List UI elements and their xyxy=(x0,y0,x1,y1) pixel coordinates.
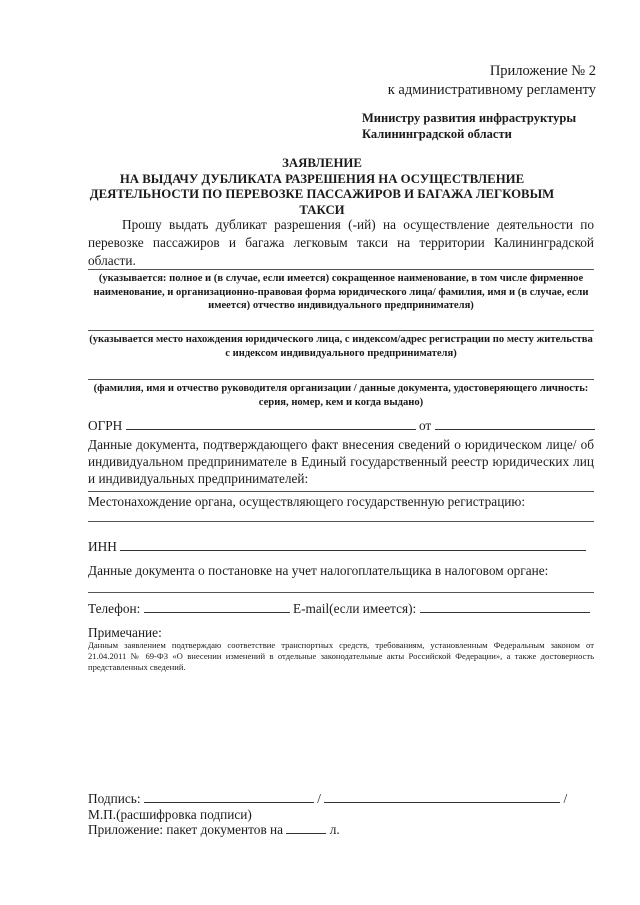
title-line-4: ТАКСИ xyxy=(299,202,345,217)
registration-authority-label: Местонахождение органа, осуществляющего государственную регистрацию: xyxy=(88,494,526,509)
tax-registration-line[interactable] xyxy=(88,592,594,593)
attachment-pages-input[interactable] xyxy=(286,821,326,834)
inn-row xyxy=(88,538,594,556)
note-title: Примечание: xyxy=(88,625,162,640)
request-paragraph: Прошу выдать дубликат разрешения (-ий) на осуществление деятельности по перевозке пассажиров и багажа легковым такси на территории Калининградской области. xyxy=(88,217,594,268)
recipient-title: Министру развития инфраструктуры xyxy=(362,111,577,125)
signature-slash-right: / xyxy=(563,791,568,806)
stamp-label: М.П.(расшифровка подписи) xyxy=(88,807,252,822)
signature-slash-left: / xyxy=(317,791,321,806)
attachment-row xyxy=(88,821,488,839)
signature-label: Подпись: xyxy=(88,791,141,806)
title-line-2: НА ВЫДАЧУ ДУБЛИКАТА РАЗРЕШЕНИЯ НА ОСУЩЕСТВЛЕНИЕ xyxy=(119,171,525,186)
note-text: Данным заявлением подтверждаю соответствие транспортных средств, требованиям, установленным Федеральным законом от 21.04.2011 № 69-ФЗ «О внесении изменений в отдельные законодательные акты Российской Федерации», а также достоверность представленных сведений. xyxy=(88,640,594,672)
appendix-header xyxy=(360,62,596,100)
document-title xyxy=(78,156,566,218)
title-line-1: ЗАЯВЛЕНИЕ xyxy=(282,156,362,170)
head-of-organization-line[interactable] xyxy=(88,379,594,380)
email-input[interactable] xyxy=(420,600,590,613)
attachment-unit: л. xyxy=(329,822,340,837)
phone-input[interactable] xyxy=(144,600,290,613)
title-line-3: ДЕЯТЕЛЬНОСТИ ПО ПЕРЕВОЗКЕ ПАССАЖИРОВ И БАГАЖА ЛЕГКОВЫМ xyxy=(89,187,555,201)
egr-document-text: Данные документа, подтверждающего факт внесения сведений о юридическом лице/ об индивидуальном предпринимателе в Единый государственный реестр юридических лиц и индивидуальных предпринимателей: xyxy=(88,437,594,486)
ogrn-label: ОГРН xyxy=(88,418,123,433)
phone-label: Телефон: xyxy=(88,601,141,616)
recipient-region: Калининградской области xyxy=(362,127,512,141)
registration-authority-line[interactable] xyxy=(88,521,594,522)
ogrn-input[interactable] xyxy=(126,417,416,430)
attachment-label: Приложение: пакет документов на xyxy=(88,822,284,837)
appendix-number: Приложение № 2 xyxy=(489,63,596,79)
applicant-name-hint: (указывается: полное и (в случае, если имеется) сокращенное наименование, в том числе фирменное наименование, и организационно-правовая форма юридического лица/ фамилия, имя и (в случае, если имеется) отчество индивидуального предпринимателя) xyxy=(93,273,589,311)
ogrn-row xyxy=(88,417,594,435)
tax-registration-label: Данные документа о постановке на учет налогоплательщика в налоговом органе: xyxy=(88,563,549,578)
signature-input[interactable] xyxy=(144,790,314,803)
email-label: E-mail(если имеется): xyxy=(292,601,417,616)
egr-document-line[interactable] xyxy=(88,491,594,492)
address-hint: (указывается место нахождения юридического лица, с индексом/адрес регистрации по месту жительства с индексом индивидуального предпринимателя) xyxy=(89,334,593,359)
head-of-organization-hint: (фамилия, имя и отчество руководителя организации / данные документа, удостоверяющего личность: серия, номер, кем и когда выдано) xyxy=(93,383,589,408)
ogrn-date-input[interactable] xyxy=(435,417,595,430)
inn-label: ИНН xyxy=(88,539,117,554)
appendix-reference: к административному регламенту xyxy=(387,82,596,98)
recipient-block xyxy=(362,110,602,142)
address-line[interactable] xyxy=(88,330,594,331)
signature-transcript-input[interactable] xyxy=(324,790,560,803)
contacts-row xyxy=(88,600,598,618)
ogrn-date-label: от xyxy=(418,418,432,433)
applicant-name-line[interactable] xyxy=(88,269,594,270)
inn-input[interactable] xyxy=(120,538,586,551)
